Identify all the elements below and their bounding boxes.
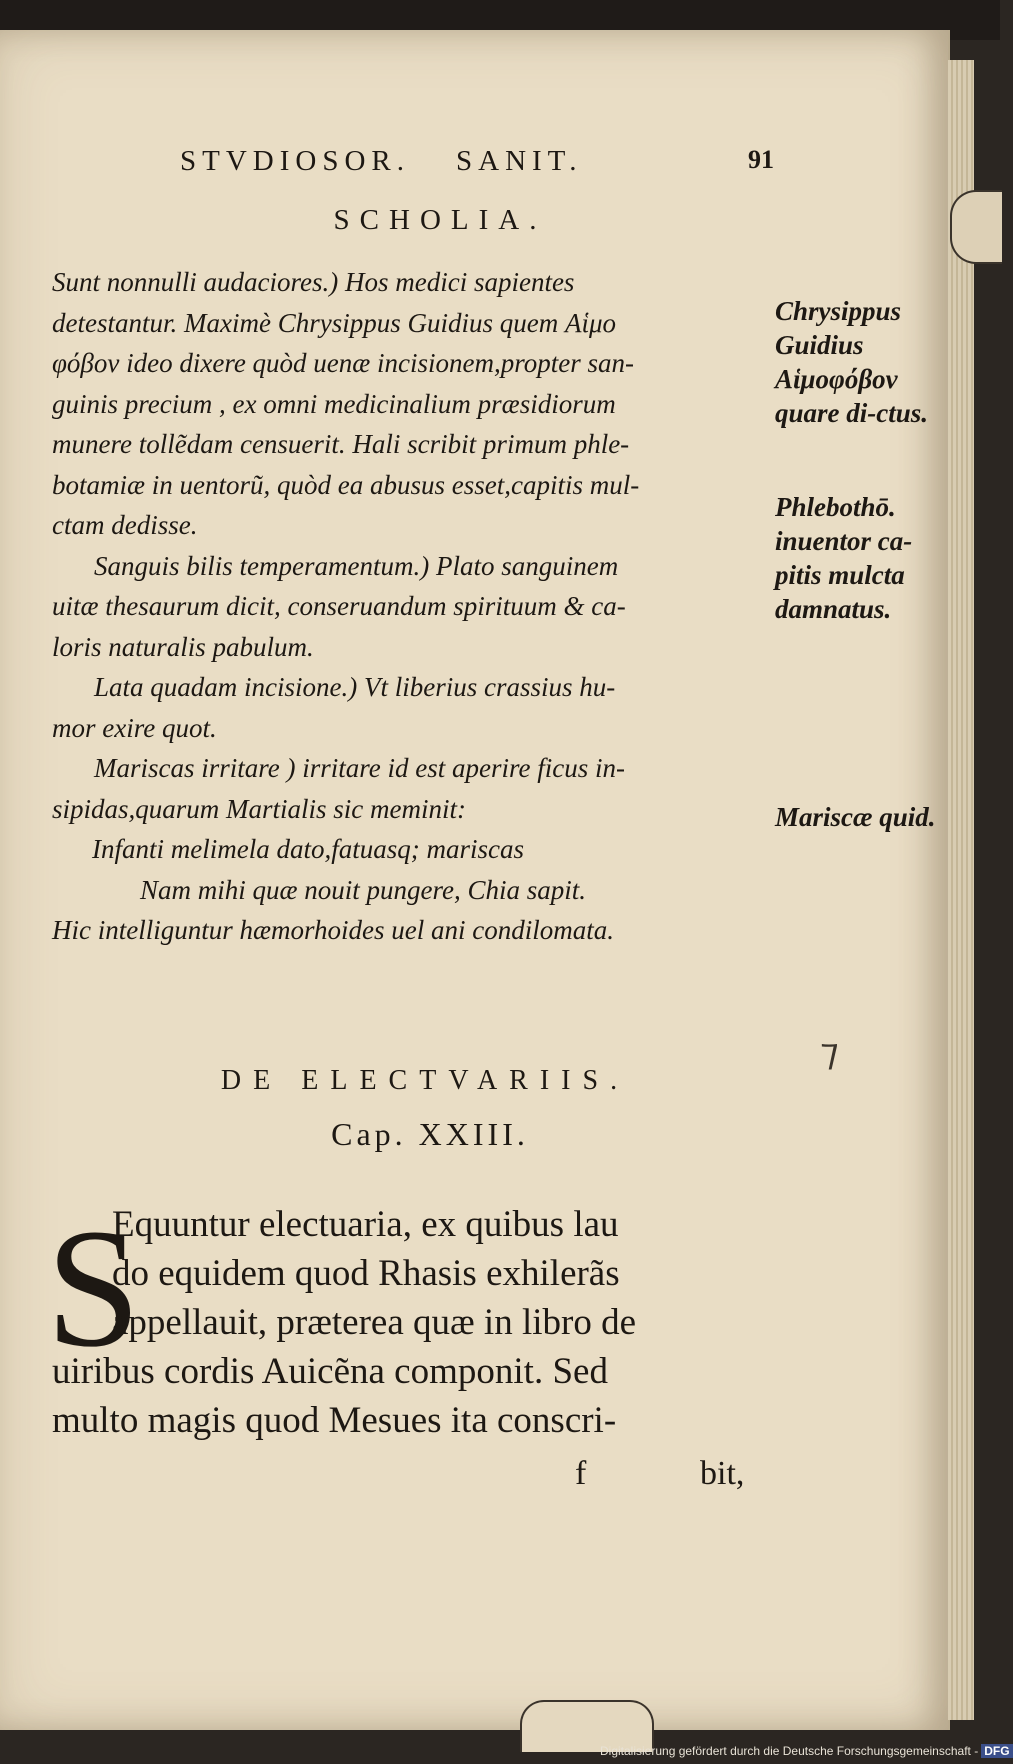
drop-cap: S: [46, 1194, 141, 1382]
scholia-text: [52, 262, 772, 951]
text-line: loris naturalis pabulum.: [52, 631, 314, 662]
footer-credit: [600, 1744, 1010, 1758]
margin-note-2: Phlebothō. inuentor ca-pitis mulcta damnatus.: [775, 492, 913, 624]
dfg-logo: DFG: [981, 1744, 1012, 1758]
chapter-text: [52, 1200, 772, 1445]
running-header-right: SANIT.: [456, 145, 583, 177]
chapter-number: Cap. XXIII.: [331, 1116, 529, 1152]
page-edges: [948, 60, 974, 1720]
text-line: Nam mihi quæ nouit pungere, Chia sapit.: [140, 874, 587, 905]
text-line: Infanti melimela dato,fatuasq; mariscas: [92, 834, 524, 864]
text-line: Mariscas irritare ) irritare id est aperire ficus in-: [94, 753, 625, 783]
page-tab: [950, 190, 1002, 264]
chapter-line: uiribus cordis Auicẽna componit. Sed: [52, 1351, 608, 1392]
text-line: mor exire quot.: [52, 712, 217, 743]
text-line: Hic intelliguntur hæmorhoides uel ani condilomata.: [52, 915, 614, 945]
chapter-line: appellauit, præterea quæ in libro de: [112, 1302, 637, 1343]
text-line: uitæ thesaurum dicit, conseruandum spirituum & ca-: [52, 591, 626, 621]
text-line: munere tollẽdam censuerit. Hali scribit primum phle-: [52, 429, 630, 459]
text-line: sipidas,quarum Martialis sic meminit:: [52, 793, 467, 824]
running-header: [180, 145, 582, 178]
text-line: detestantur. Maximè Chrysippus Guidius quem Αἱμο: [52, 307, 617, 338]
text-line: Sanguis bilis temperamentum.) Plato sanguinem: [94, 550, 619, 581]
running-header-left: STVDIOSOR.: [180, 145, 410, 177]
text-line: φόβον ideo dixere quòd uenæ incisionem,propter san-: [52, 348, 635, 378]
folio-number: 91: [748, 145, 774, 174]
text-line: ctam dedisse.: [52, 510, 198, 540]
ink-mark: ⁊: [820, 1032, 839, 1074]
section-title: SCHOLIA.: [333, 204, 547, 236]
footer-text: Digitalisierung gefördert durch die Deutsche Forschungsgemeinschaft -: [600, 1744, 979, 1758]
chapter-heading: DE ELECTVARIIS.: [220, 1065, 630, 1096]
catchword: bit,: [700, 1455, 745, 1492]
chapter-line: multo magis quod Mesues ita conscri-: [52, 1400, 617, 1441]
margin-note-1: Chrysippus Guidius Αἱμοφόβον quare di-ctus.: [775, 296, 929, 428]
margin-note-3: Mariscæ quid.: [775, 802, 936, 832]
text-line: Lata quadam incisione.) Vt liberius crassius hu-: [94, 672, 616, 702]
signature-mark: f: [575, 1455, 587, 1492]
chapter-line: do equidem quod Rhasis exhilerãs: [112, 1253, 620, 1294]
text-line: guinis precium , ex omni medicinalium præsidiorum: [52, 388, 616, 419]
chapter-line: Equuntur electuaria, ex quibus lau: [112, 1204, 619, 1245]
text-line: botamiæ in uentorũ, quòd ea abusus esset,capitis mul-: [52, 469, 640, 500]
text-line: Sunt nonnulli audaciores.) Hos medici sapientes: [52, 267, 575, 297]
